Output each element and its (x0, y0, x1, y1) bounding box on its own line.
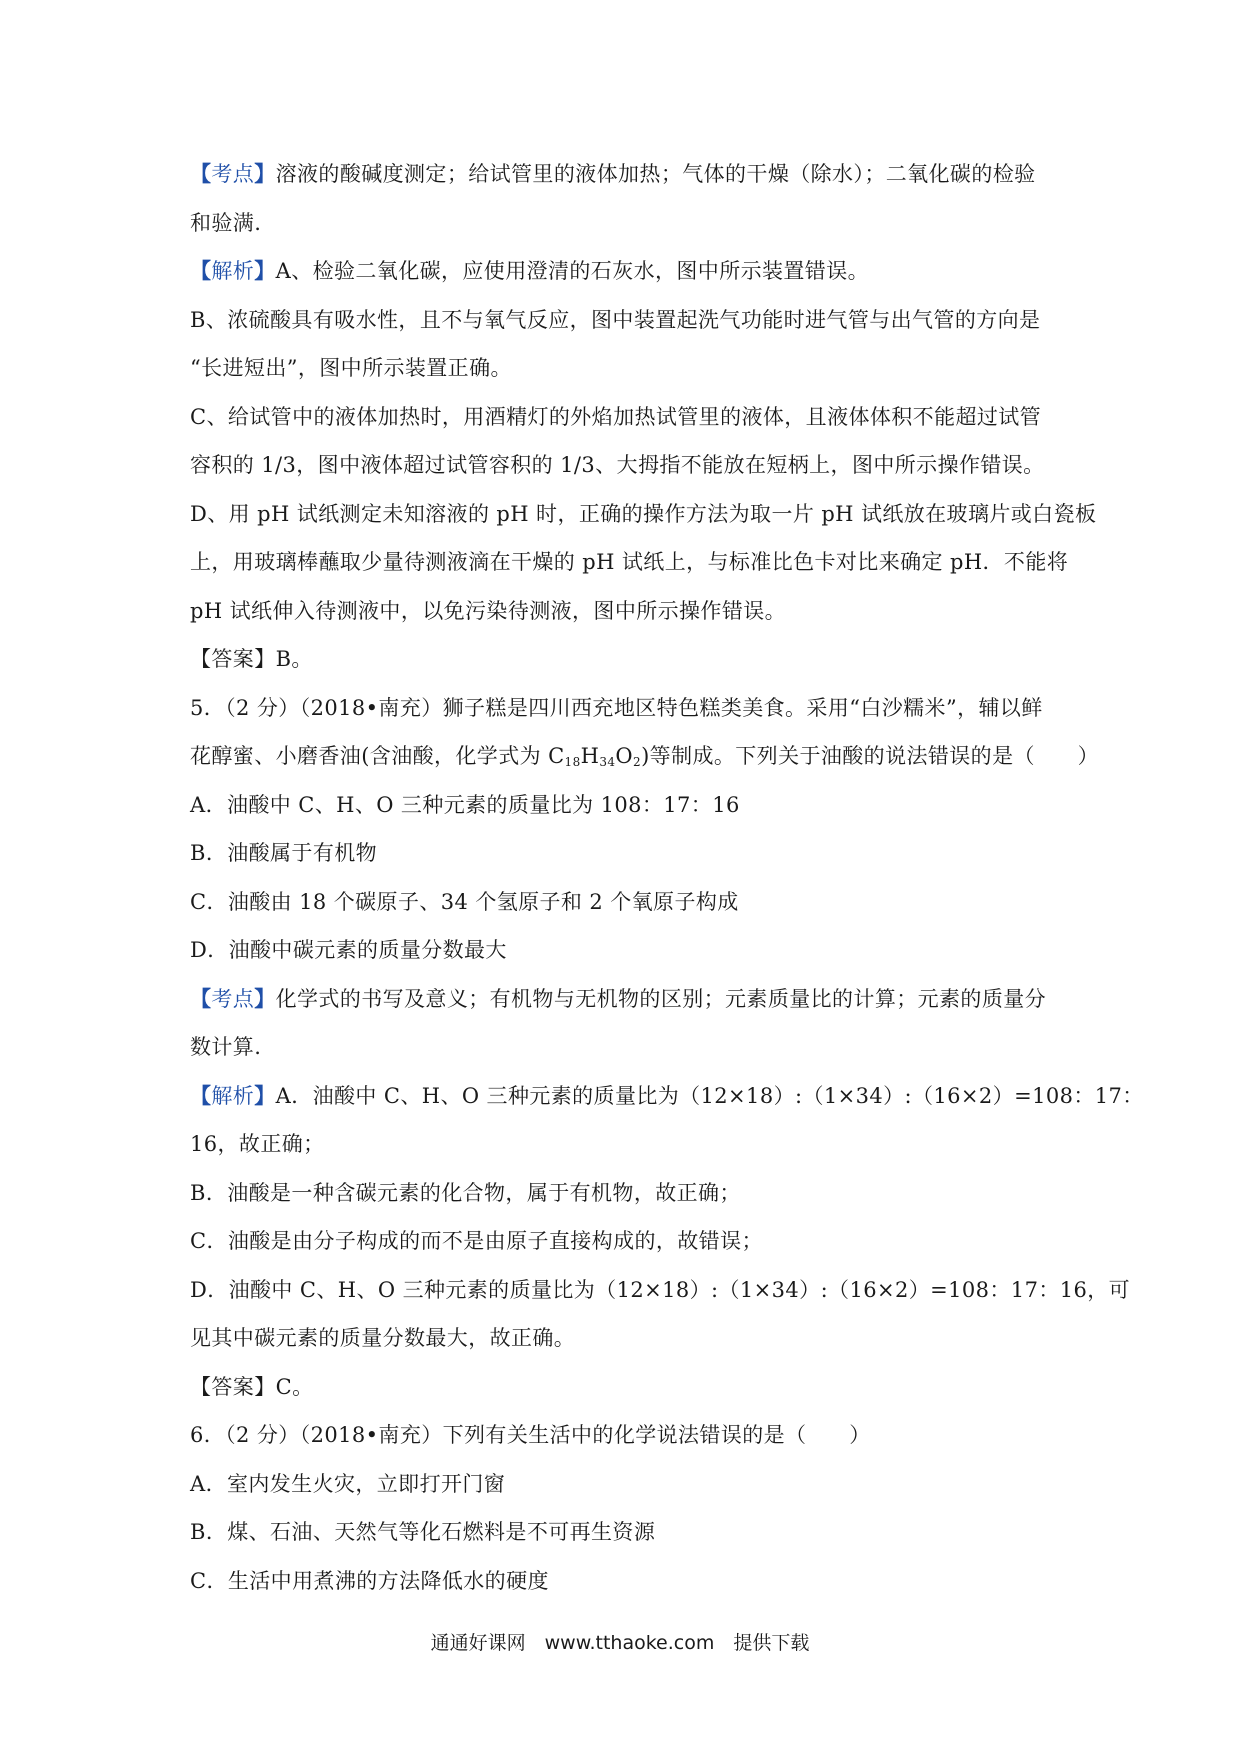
q6-stem: 6．（2 分）（2018•南充）下列有关生活中的化学说法错误的是（ ） (190, 1423, 871, 1447)
jiexi-tag: 【解析】 (190, 258, 276, 283)
q4-answer: 【答案】B。 (190, 647, 313, 671)
q5-jiexi-d-1: D．油酸中 C、H、O 三种元素的质量比为（12×18）:（1×34）:（16×2）=108：17：16，可 (190, 1277, 1131, 1302)
q4-b-line-1: B、浓硫酸具有吸水性，且不与氧气反应，图中装置起洗气功能时进气管与出气管的方向是 (190, 307, 1041, 332)
q5-answer: 【答案】C。 (190, 1374, 314, 1399)
q5-kaodian-line: 【考点】化学式的书写及意义；有机物与无机物的区别；元素质量比的计算；元素的质量分 (190, 985, 1047, 1011)
q5-jiexi-line: 【解析】A．油酸中 C、H、O 三种元素的质量比为（12×18）:（1×34）:（16×2）=108：17： (190, 1082, 1144, 1108)
q5-stem-line-2: 花醇蜜、小磨香油(含油酸，化学式为 $C_{18}H_{34}O_2$)等制成。下列关于油酸的说法错误的是（ ） (190, 744, 1100, 769)
q4-d-line-2: 上，用玻璃棒蘸取少量待测液滴在干燥的 pH 试纸上，与标准比色卡对比来确定 pH．不能将 (190, 550, 1069, 574)
page-content (190, 150, 1144, 1605)
q5-stem-line-1: 5．（2 分）（2018•南充）狮子糕是四川西充地区特色糕类美食。采用“白沙糯米”，辅以鲜 (190, 695, 1043, 720)
page-footer: 通通好课网 www.tthaoke.com 提供下载 (430, 1632, 810, 1654)
q5-jiexi-c: C．油酸是由分子构成的而不是由原子直接构成的，故错误； (190, 1229, 763, 1253)
q4-c-line-1: C、给试管中的液体加热时，用酒精灯的外焰加热试管里的液体，且液体体积不能超过试管 (190, 404, 1042, 429)
q5-jiexi-b: B．油酸是一种含碳元素的化合物，属于有机物，故正确； (190, 1180, 741, 1205)
q5-option-d: D．油酸中碳元素的质量分数最大 (190, 938, 507, 962)
q5-kaodian-line-2: 数计算. (190, 1035, 262, 1059)
q4-kaodian-line: 【考点】溶液的酸碱度测定；给试管里的液体加热；气体的干燥（除水）；二氧化碳的检验 (190, 161, 1036, 186)
q5-jiexi-line-2: 16，故正确； (190, 1132, 325, 1156)
q4-d-line-1: D、用 pH 试纸测定未知溶液的 pH 时，正确的操作方法为取一片 pH 试纸放在玻璃片或白瓷板 (190, 501, 1097, 526)
kaodian-tag: 【考点】 (190, 985, 276, 1011)
q5-option-b: B．油酸属于有机物 (190, 841, 378, 865)
q6-option-b: B．煤、石油、天然气等化石燃料是不可再生资源 (190, 1520, 656, 1544)
kaodian-tag: 【考点】 (190, 161, 276, 186)
q4-jiexi-line: 【解析】A、检验二氧化碳，应使用澄清的石灰水，图中所示装置错误。 (190, 258, 869, 283)
jiexi-tag: 【解析】 (190, 1082, 276, 1108)
q6-option-c: C．生活中用煮沸的方法降低水的硬度 (190, 1568, 549, 1593)
q4-kaodian-line-2: 和验满. (190, 210, 262, 235)
q5-option-a: A．油酸中 C、H、O 三种元素的质量比为 108：17：16 (190, 792, 740, 817)
q5-jiexi-d-2: 见其中碳元素的质量分数最大，故正确。 (190, 1326, 576, 1350)
q4-d-line-3: pH 试纸伸入待测液中，以免污染待测液，图中所示操作错误。 (190, 598, 787, 623)
q5-option-c: C．油酸由 18 个碳原子、34 个氢原子和 2 个氧原子构成 (190, 889, 739, 914)
q6-option-a: A．室内发生火灾，立即打开门窗 (190, 1471, 506, 1496)
q4-b-line-2: “长进短出”，图中所示装置正确。 (190, 356, 512, 380)
q4-c-line-2: 容积的 1/3，图中液体超过试管容积的 1/3、大拇指不能放在短柄上，图中所示操作错误。 (190, 453, 1045, 477)
